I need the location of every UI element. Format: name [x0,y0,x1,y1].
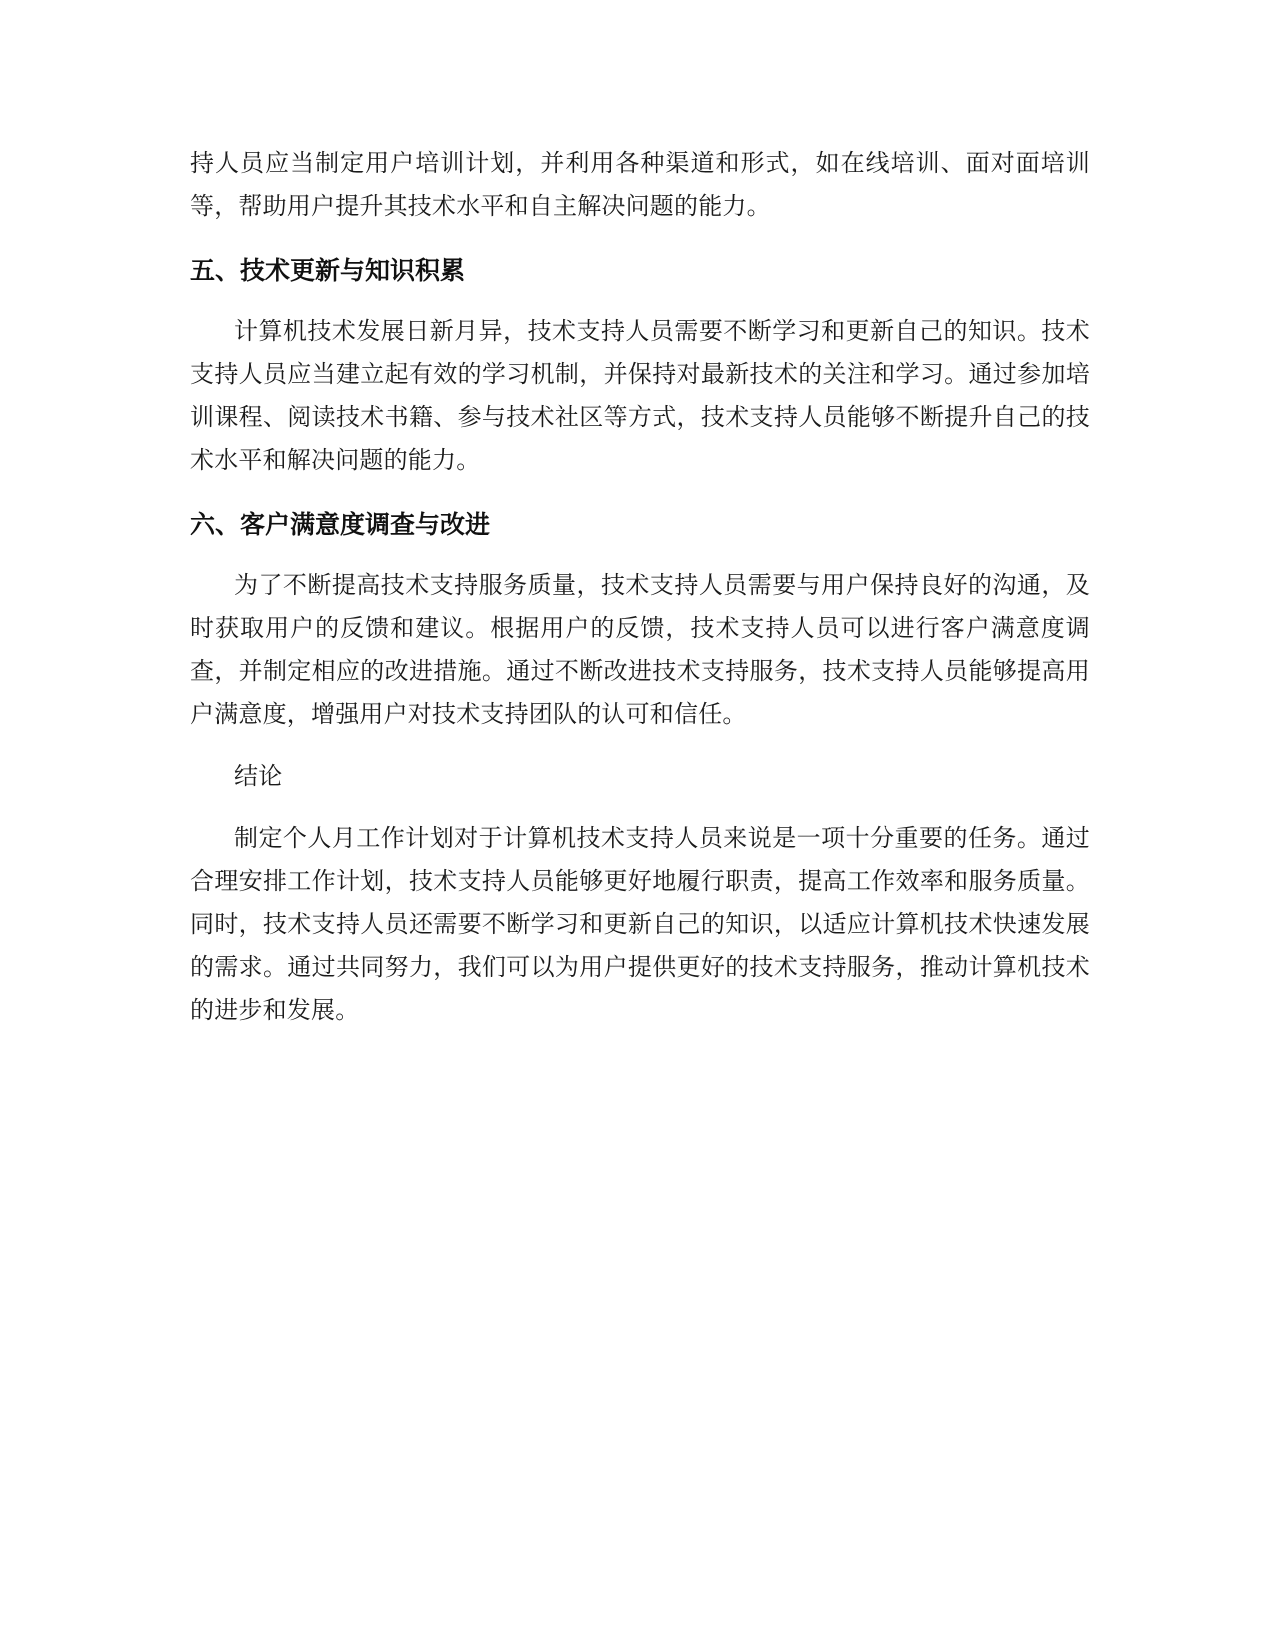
document-body [190,142,1090,1032]
section-heading-tech-update: 五、技术更新与知识积累 [190,256,466,285]
section-paragraph-satisfaction: 为了不断提高技术支持服务质量，技术支持人员需要与用户保持良好的沟通，及时获取用户的反馈和建议。根据用户的反馈，技术支持人员可以进行客户满意度调查，并制定相应的改进措施。通过不断改进技术支持服务，技术支持人员能够提高用户满意度，增强用户对技术支持团队的认可和信任。 [190,571,1090,728]
section-heading-satisfaction: 六、客户满意度调查与改进 [190,510,491,539]
intro-paragraph: 持人员应当制定用户培训计划，并利用各种渠道和形式，如在线培训、面对面培训等，帮助用户提升其技术水平和自主解决问题的能力。 [190,149,1090,220]
section-paragraph-tech-update: 计算机技术发展日新月异，技术支持人员需要不断学习和更新自己的知识。技术支持人员应当建立起有效的学习机制，并保持对最新技术的关注和学习。通过参加培训课程、阅读技术书籍、参与技术社区等方式，技术支持人员能够不断提升自己的技术水平和解决问题的能力。 [190,317,1090,474]
conclusion-paragraph: 制定个人月工作计划对于计算机技术支持人员来说是一项十分重要的任务。通过合理安排工作计划，技术支持人员能够更好地履行职责，提高工作效率和服务质量。同时，技术支持人员还需要不断学习和更新自己的知识，以适应计算机技术快速发展的需求。通过共同努力，我们可以为用户提供更好的技术支持服务，推动计算机技术的进步和发展。 [190,824,1090,1024]
conclusion-label: 结论 [234,762,283,790]
